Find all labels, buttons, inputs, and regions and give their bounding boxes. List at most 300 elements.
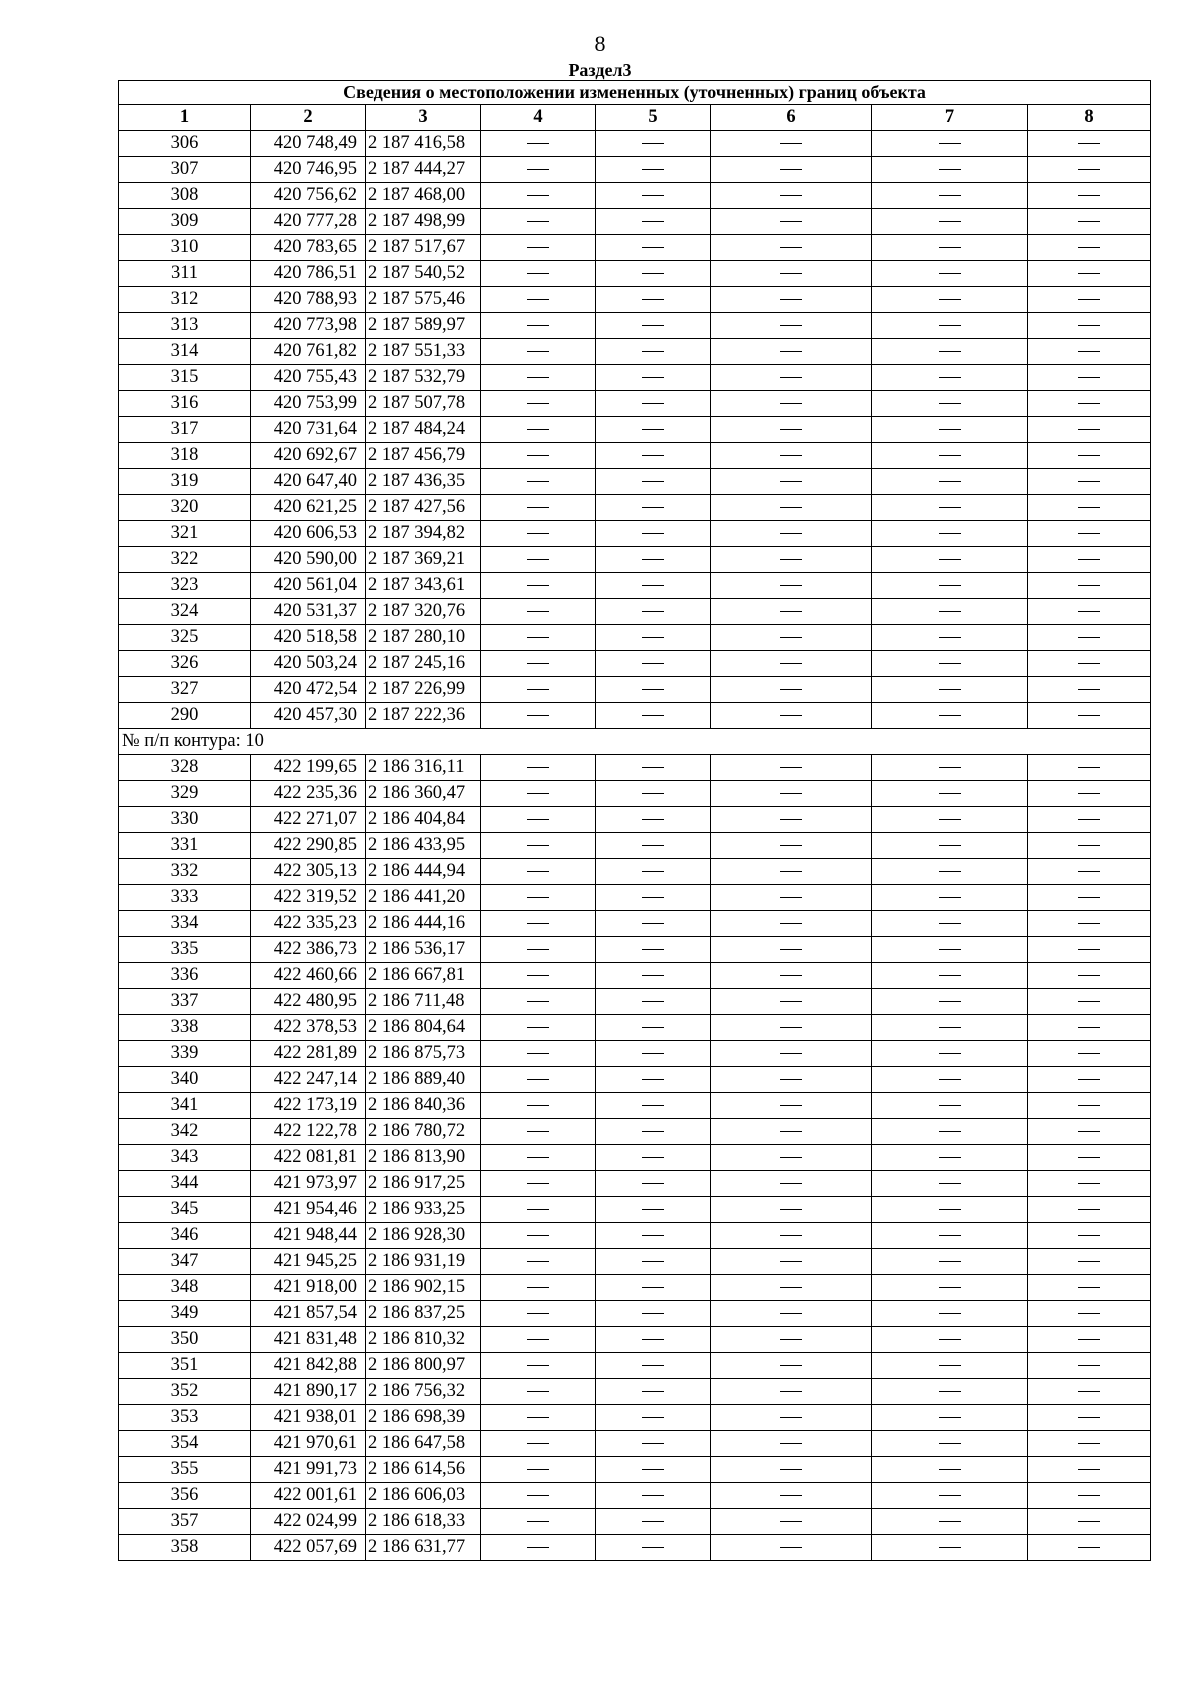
x-coordinate-cell: 422 460,66 [251, 963, 366, 989]
empty-cell [1028, 521, 1151, 547]
contour-row-group [119, 729, 1151, 755]
empty-cell [711, 339, 872, 365]
dash-mark [939, 923, 961, 924]
dash-mark [527, 1547, 549, 1548]
empty-cell [1028, 1093, 1151, 1119]
dash-mark [780, 299, 802, 300]
dash-mark [1078, 1131, 1100, 1132]
empty-cell [596, 989, 711, 1015]
empty-cell [481, 1483, 596, 1509]
dash-mark [527, 403, 549, 404]
y-coordinate-cell: 2 186 631,77 [366, 1535, 481, 1561]
point-number-cell: 346 [119, 1223, 251, 1249]
empty-cell [872, 1301, 1028, 1327]
y-coordinate-cell: 2 186 404,84 [366, 807, 481, 833]
empty-cell [481, 911, 596, 937]
column-header: 6 [711, 105, 872, 131]
table-row [119, 1483, 1151, 1509]
dash-mark [527, 143, 549, 144]
dash-mark [642, 871, 664, 872]
empty-cell [1028, 989, 1151, 1015]
point-number-cell: 340 [119, 1067, 251, 1093]
dash-mark [642, 1027, 664, 1028]
dash-mark [1078, 1391, 1100, 1392]
point-number-cell: 336 [119, 963, 251, 989]
dash-mark [527, 169, 549, 170]
dash-mark [780, 949, 802, 950]
x-coordinate-cell: 420 783,65 [251, 235, 366, 261]
dash-mark [1078, 585, 1100, 586]
dash-mark [939, 1391, 961, 1392]
dash-mark [527, 1001, 549, 1002]
dash-mark [780, 1495, 802, 1496]
y-coordinate-cell: 2 186 875,73 [366, 1041, 481, 1067]
dash-mark [1078, 1287, 1100, 1288]
point-number-cell: 327 [119, 677, 251, 703]
y-coordinate-cell: 2 186 931,19 [366, 1249, 481, 1275]
table-row [119, 1535, 1151, 1561]
empty-cell [711, 963, 872, 989]
empty-cell [711, 417, 872, 443]
y-coordinate-cell: 2 186 444,94 [366, 859, 481, 885]
x-coordinate-cell: 420 457,30 [251, 703, 366, 729]
column-header-row [119, 105, 1151, 131]
empty-cell [596, 1483, 711, 1509]
empty-cell [872, 469, 1028, 495]
point-number-cell: 357 [119, 1509, 251, 1535]
x-coordinate-cell: 422 235,36 [251, 781, 366, 807]
empty-cell [1028, 963, 1151, 989]
y-coordinate-cell: 2 187 532,79 [366, 365, 481, 391]
empty-cell [872, 599, 1028, 625]
empty-cell [596, 1015, 711, 1041]
x-coordinate-cell: 421 857,54 [251, 1301, 366, 1327]
table-row [119, 807, 1151, 833]
empty-cell [872, 417, 1028, 443]
dash-mark [780, 1001, 802, 1002]
empty-cell [596, 183, 711, 209]
y-coordinate-cell: 2 187 427,56 [366, 495, 481, 521]
x-coordinate-cell: 421 938,01 [251, 1405, 366, 1431]
table-row [119, 1197, 1151, 1223]
boundary-coordinates-table [118, 80, 1151, 1561]
dash-mark [642, 247, 664, 248]
empty-cell [481, 1145, 596, 1171]
y-coordinate-cell: 2 186 813,90 [366, 1145, 481, 1171]
empty-cell [1028, 131, 1151, 157]
dash-mark [780, 481, 802, 482]
dash-mark [642, 1261, 664, 1262]
column-header: 1 [119, 105, 251, 131]
empty-cell [1028, 599, 1151, 625]
dash-mark [527, 377, 549, 378]
empty-cell [481, 963, 596, 989]
dash-mark [642, 1391, 664, 1392]
empty-cell [596, 209, 711, 235]
x-coordinate-cell: 420 731,64 [251, 417, 366, 443]
column-header: 3 [366, 105, 481, 131]
dash-mark [642, 403, 664, 404]
dash-mark [939, 1053, 961, 1054]
dash-mark [527, 455, 549, 456]
dash-mark [527, 1417, 549, 1418]
empty-cell [481, 1041, 596, 1067]
dash-mark [1078, 455, 1100, 456]
dash-mark [939, 1183, 961, 1184]
table-row [119, 1327, 1151, 1353]
empty-cell [711, 1197, 872, 1223]
x-coordinate-cell: 421 945,25 [251, 1249, 366, 1275]
empty-cell [872, 833, 1028, 859]
point-number-cell: 310 [119, 235, 251, 261]
dash-mark [780, 169, 802, 170]
table-row [119, 781, 1151, 807]
contour-label: № п/п контура: 10 [119, 729, 1151, 755]
table-row [119, 1223, 1151, 1249]
dash-mark [527, 325, 549, 326]
empty-cell [711, 235, 872, 261]
empty-cell [711, 1327, 872, 1353]
point-number-cell: 320 [119, 495, 251, 521]
table-row [119, 1093, 1151, 1119]
empty-cell [481, 703, 596, 729]
dash-mark [527, 1287, 549, 1288]
dash-mark [1078, 559, 1100, 560]
column-header: 5 [596, 105, 711, 131]
dash-mark [780, 1547, 802, 1548]
y-coordinate-cell: 2 186 433,95 [366, 833, 481, 859]
dash-mark [527, 845, 549, 846]
dash-mark [939, 1261, 961, 1262]
x-coordinate-cell: 420 518,58 [251, 625, 366, 651]
empty-cell [711, 391, 872, 417]
empty-cell [481, 599, 596, 625]
dash-mark [527, 1105, 549, 1106]
table-row [119, 1067, 1151, 1093]
dash-mark [642, 481, 664, 482]
dash-mark [527, 1027, 549, 1028]
dash-mark [527, 1365, 549, 1366]
table-row [119, 417, 1151, 443]
empty-cell [872, 1067, 1028, 1093]
dash-mark [1078, 507, 1100, 508]
table-row [119, 625, 1151, 651]
point-number-cell: 338 [119, 1015, 251, 1041]
dash-mark [780, 143, 802, 144]
dash-mark [527, 1183, 549, 1184]
empty-cell [711, 1483, 872, 1509]
empty-cell [872, 1223, 1028, 1249]
dash-mark [939, 611, 961, 612]
dash-mark [642, 1521, 664, 1522]
dash-mark [527, 507, 549, 508]
dash-mark [939, 845, 961, 846]
dash-mark [780, 1417, 802, 1418]
x-coordinate-cell: 420 748,49 [251, 131, 366, 157]
empty-cell [596, 1041, 711, 1067]
empty-cell [872, 807, 1028, 833]
empty-cell [596, 599, 711, 625]
dash-mark [939, 559, 961, 560]
point-number-cell: 323 [119, 573, 251, 599]
dash-mark [642, 637, 664, 638]
dash-mark [1078, 1547, 1100, 1548]
table-row [119, 573, 1151, 599]
empty-cell [1028, 443, 1151, 469]
empty-cell [481, 209, 596, 235]
table-row [119, 885, 1151, 911]
empty-cell [872, 131, 1028, 157]
dash-mark [1078, 351, 1100, 352]
dash-mark [527, 975, 549, 976]
empty-cell [1028, 807, 1151, 833]
dash-mark [527, 897, 549, 898]
dash-mark [939, 299, 961, 300]
dash-mark [642, 1079, 664, 1080]
y-coordinate-cell: 2 187 498,99 [366, 209, 481, 235]
empty-cell [596, 261, 711, 287]
dash-mark [939, 195, 961, 196]
x-coordinate-cell: 422 281,89 [251, 1041, 366, 1067]
table-row [119, 1379, 1151, 1405]
x-coordinate-cell: 420 746,95 [251, 157, 366, 183]
dash-mark [527, 715, 549, 716]
dash-mark [642, 1469, 664, 1470]
dash-mark [780, 871, 802, 872]
empty-cell [1028, 1327, 1151, 1353]
empty-cell [711, 313, 872, 339]
table-row [119, 469, 1151, 495]
empty-cell [872, 573, 1028, 599]
empty-cell [711, 625, 872, 651]
table-row [119, 1145, 1151, 1171]
empty-cell [481, 833, 596, 859]
dash-mark [939, 351, 961, 352]
dash-mark [642, 507, 664, 508]
empty-cell [481, 391, 596, 417]
dash-mark [1078, 923, 1100, 924]
table-row [119, 599, 1151, 625]
dash-mark [939, 1339, 961, 1340]
table-row [119, 521, 1151, 547]
dash-mark [939, 1547, 961, 1548]
empty-cell [872, 859, 1028, 885]
table-row [119, 703, 1151, 729]
dash-mark [939, 715, 961, 716]
point-number-cell: 317 [119, 417, 251, 443]
empty-cell [1028, 1457, 1151, 1483]
dash-mark [642, 273, 664, 274]
empty-cell [872, 885, 1028, 911]
dash-mark [780, 1339, 802, 1340]
empty-cell [481, 261, 596, 287]
dash-mark [939, 1027, 961, 1028]
dash-mark [642, 325, 664, 326]
empty-cell [481, 937, 596, 963]
point-number-cell: 309 [119, 209, 251, 235]
empty-cell [711, 1431, 872, 1457]
empty-cell [711, 755, 872, 781]
x-coordinate-cell: 420 561,04 [251, 573, 366, 599]
x-coordinate-cell: 420 788,93 [251, 287, 366, 313]
empty-cell [872, 365, 1028, 391]
dash-mark [642, 1001, 664, 1002]
dash-mark [527, 663, 549, 664]
empty-cell [1028, 781, 1151, 807]
table-row [119, 547, 1151, 573]
point-number-cell: 351 [119, 1353, 251, 1379]
table-row [119, 339, 1151, 365]
dash-mark [642, 351, 664, 352]
dash-mark [1078, 1443, 1100, 1444]
empty-cell [872, 1457, 1028, 1483]
y-coordinate-cell: 2 187 369,21 [366, 547, 481, 573]
empty-cell [481, 989, 596, 1015]
dash-mark [642, 897, 664, 898]
table-row [119, 1301, 1151, 1327]
point-number-cell: 337 [119, 989, 251, 1015]
empty-cell [872, 1171, 1028, 1197]
y-coordinate-cell: 2 187 507,78 [366, 391, 481, 417]
empty-cell [872, 235, 1028, 261]
x-coordinate-cell: 421 973,97 [251, 1171, 366, 1197]
dash-mark [527, 1521, 549, 1522]
dash-mark [780, 1313, 802, 1314]
empty-cell [1028, 573, 1151, 599]
dash-mark [939, 793, 961, 794]
dash-mark [1078, 429, 1100, 430]
x-coordinate-cell: 421 991,73 [251, 1457, 366, 1483]
empty-cell [596, 339, 711, 365]
point-number-cell: 331 [119, 833, 251, 859]
empty-cell [481, 1171, 596, 1197]
dash-mark [780, 351, 802, 352]
dash-mark [642, 793, 664, 794]
dash-mark [1078, 403, 1100, 404]
dash-mark [939, 247, 961, 248]
x-coordinate-cell: 422 122,78 [251, 1119, 366, 1145]
empty-cell [481, 365, 596, 391]
empty-cell [1028, 261, 1151, 287]
empty-cell [1028, 209, 1151, 235]
empty-cell [711, 859, 872, 885]
dash-mark [939, 325, 961, 326]
y-coordinate-cell: 2 186 360,47 [366, 781, 481, 807]
empty-cell [711, 1223, 872, 1249]
y-coordinate-cell: 2 186 902,15 [366, 1275, 481, 1301]
x-coordinate-cell: 420 753,99 [251, 391, 366, 417]
dash-mark [1078, 377, 1100, 378]
dash-mark [780, 845, 802, 846]
dash-mark [527, 533, 549, 534]
empty-cell [711, 911, 872, 937]
dash-mark [780, 455, 802, 456]
dash-mark [1078, 819, 1100, 820]
empty-cell [596, 443, 711, 469]
dash-mark [939, 585, 961, 586]
dash-mark [642, 1443, 664, 1444]
table-row [119, 183, 1151, 209]
empty-cell [1028, 651, 1151, 677]
empty-cell [872, 1535, 1028, 1561]
empty-cell [711, 1353, 872, 1379]
dash-mark [939, 143, 961, 144]
point-number-cell: 314 [119, 339, 251, 365]
empty-cell [481, 781, 596, 807]
dash-mark [1078, 845, 1100, 846]
dash-mark [939, 507, 961, 508]
point-number-cell: 347 [119, 1249, 251, 1275]
x-coordinate-cell: 422 081,81 [251, 1145, 366, 1171]
empty-cell [596, 781, 711, 807]
empty-cell [596, 417, 711, 443]
dash-mark [527, 1235, 549, 1236]
y-coordinate-cell: 2 186 614,56 [366, 1457, 481, 1483]
empty-cell [872, 1353, 1028, 1379]
y-coordinate-cell: 2 186 618,33 [366, 1509, 481, 1535]
table-row [119, 755, 1151, 781]
x-coordinate-cell: 421 948,44 [251, 1223, 366, 1249]
dash-mark [1078, 663, 1100, 664]
empty-cell [596, 313, 711, 339]
empty-cell [481, 677, 596, 703]
y-coordinate-cell: 2 186 698,39 [366, 1405, 481, 1431]
empty-cell [711, 573, 872, 599]
empty-cell [481, 807, 596, 833]
empty-cell [481, 1405, 596, 1431]
empty-cell [711, 261, 872, 287]
y-coordinate-cell: 2 186 444,16 [366, 911, 481, 937]
table-row [119, 209, 1151, 235]
empty-cell [596, 1093, 711, 1119]
empty-cell [1028, 833, 1151, 859]
dash-mark [642, 429, 664, 430]
table-row [119, 1015, 1151, 1041]
dash-mark [642, 585, 664, 586]
empty-cell [872, 755, 1028, 781]
empty-cell [872, 521, 1028, 547]
empty-cell [1028, 183, 1151, 209]
dash-mark [780, 1079, 802, 1080]
empty-cell [1028, 885, 1151, 911]
dash-mark [527, 767, 549, 768]
dash-mark [780, 1183, 802, 1184]
empty-cell [481, 1093, 596, 1119]
empty-cell [596, 1353, 711, 1379]
dash-mark [780, 1443, 802, 1444]
table-row [119, 1353, 1151, 1379]
empty-cell [1028, 859, 1151, 885]
x-coordinate-cell: 422 305,13 [251, 859, 366, 885]
empty-cell [872, 1093, 1028, 1119]
table-row [119, 131, 1151, 157]
point-number-cell: 321 [119, 521, 251, 547]
dash-mark [780, 507, 802, 508]
dash-mark [939, 819, 961, 820]
empty-cell [481, 1275, 596, 1301]
dash-mark [939, 273, 961, 274]
dash-mark [642, 689, 664, 690]
empty-cell [872, 937, 1028, 963]
dash-mark [780, 1287, 802, 1288]
empty-cell [872, 209, 1028, 235]
empty-cell [872, 1483, 1028, 1509]
point-number-cell: 312 [119, 287, 251, 313]
empty-cell [872, 651, 1028, 677]
empty-cell [596, 287, 711, 313]
dash-mark [1078, 1209, 1100, 1210]
point-number-cell: 324 [119, 599, 251, 625]
